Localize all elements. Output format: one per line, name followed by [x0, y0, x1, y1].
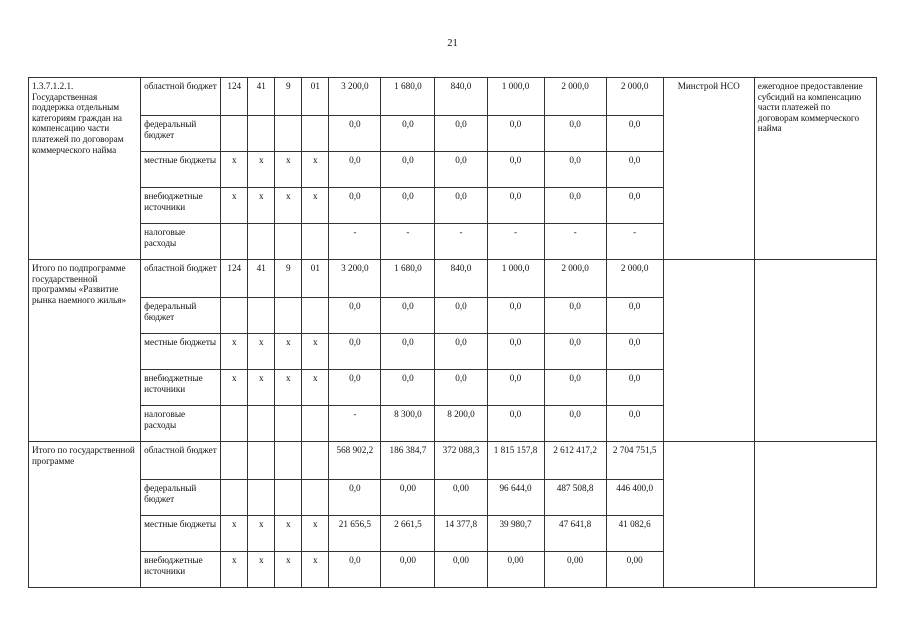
code-gp-cell — [221, 480, 248, 516]
year-value-cell: 0,0 — [381, 370, 435, 406]
year-value-cell: 0,0 — [606, 152, 663, 188]
code-action-cell: х — [302, 334, 329, 370]
code-measure-cell — [275, 298, 302, 334]
code-gp-cell: х — [221, 152, 248, 188]
year-value-cell: 0,00 — [381, 480, 435, 516]
year-value-cell: 0,0 — [544, 188, 606, 224]
year-value-cell: 1 680,0 — [381, 78, 435, 116]
page-number: 21 — [447, 38, 458, 49]
funding-source-cell: местные бюджеты — [141, 516, 221, 552]
year-value-cell: 0,0 — [381, 152, 435, 188]
year-value-cell: 0,0 — [329, 334, 381, 370]
code-gp-cell: х — [221, 188, 248, 224]
code-subprogram-cell — [248, 442, 275, 480]
year-value-cell: 0,0 — [606, 116, 663, 152]
code-subprogram-cell — [248, 116, 275, 152]
code-action-cell — [302, 116, 329, 152]
year-value-cell: 47 641,8 — [544, 516, 606, 552]
year-value-cell: 568 902,2 — [329, 442, 381, 480]
code-action-cell: х — [302, 516, 329, 552]
code-gp-cell: 124 — [221, 260, 248, 298]
year-value-cell: - — [381, 224, 435, 260]
code-action-cell — [302, 480, 329, 516]
year-value-cell: 0,0 — [329, 116, 381, 152]
funding-source-cell: внебюджетные источники — [141, 552, 221, 588]
code-action-cell — [302, 298, 329, 334]
year-value-cell: - — [329, 406, 381, 442]
year-value-cell: 39 980,7 — [487, 516, 544, 552]
year-value-cell: 0,0 — [606, 406, 663, 442]
code-measure-cell — [275, 406, 302, 442]
year-value-cell: 840,0 — [435, 260, 487, 298]
year-value-cell: 21 656,5 — [329, 516, 381, 552]
code-action-cell: х — [302, 370, 329, 406]
code-gp-cell — [221, 298, 248, 334]
table-row — [29, 260, 877, 298]
code-subprogram-cell: 41 — [248, 260, 275, 298]
code-measure-cell — [275, 224, 302, 260]
year-value-cell: 446 400,0 — [606, 480, 663, 516]
funding-source-cell: федеральный бюджет — [141, 298, 221, 334]
executor-cell — [663, 442, 754, 588]
year-value-cell: 0,0 — [329, 152, 381, 188]
expected-result-cell — [754, 260, 876, 442]
funding-source-cell: областной бюджет — [141, 260, 221, 298]
code-gp-cell: х — [221, 552, 248, 588]
table-row — [29, 78, 877, 116]
year-value-cell: 0,0 — [487, 334, 544, 370]
year-value-cell: 8 200,0 — [435, 406, 487, 442]
year-value-cell: 0,0 — [487, 406, 544, 442]
year-value-cell: 0,0 — [544, 334, 606, 370]
year-value-cell: 0,0 — [606, 334, 663, 370]
year-value-cell: 0,0 — [487, 298, 544, 334]
year-value-cell: 41 082,6 — [606, 516, 663, 552]
code-action-cell — [302, 224, 329, 260]
year-value-cell: 0,00 — [544, 552, 606, 588]
code-measure-cell: х — [275, 334, 302, 370]
year-value-cell: 186 384,7 — [381, 442, 435, 480]
year-value-cell: 372 088,3 — [435, 442, 487, 480]
year-value-cell: - — [329, 224, 381, 260]
code-action-cell: 01 — [302, 78, 329, 116]
code-subprogram-cell — [248, 224, 275, 260]
code-measure-cell: х — [275, 152, 302, 188]
code-measure-cell: 9 — [275, 260, 302, 298]
code-gp-cell — [221, 224, 248, 260]
year-value-cell: 0,0 — [381, 334, 435, 370]
funding-source-cell: областной бюджет — [141, 78, 221, 116]
year-value-cell: 2 000,0 — [544, 260, 606, 298]
code-gp-cell: х — [221, 334, 248, 370]
year-value-cell: 0,0 — [435, 116, 487, 152]
year-value-cell: 96 644,0 — [487, 480, 544, 516]
funding-source-cell: налоговые расходы — [141, 224, 221, 260]
year-value-cell: 3 200,0 — [329, 78, 381, 116]
year-value-cell: 840,0 — [435, 78, 487, 116]
code-gp-cell: х — [221, 516, 248, 552]
year-value-cell: 8 300,0 — [381, 406, 435, 442]
year-value-cell: 0,0 — [487, 116, 544, 152]
code-subprogram-cell: 41 — [248, 78, 275, 116]
code-measure-cell: х — [275, 552, 302, 588]
year-value-cell: - — [487, 224, 544, 260]
year-value-cell: 0,0 — [329, 298, 381, 334]
budget-table — [28, 77, 877, 588]
year-value-cell: 0,0 — [544, 370, 606, 406]
year-value-cell: 0,0 — [329, 552, 381, 588]
year-value-cell: 0,00 — [435, 480, 487, 516]
code-subprogram-cell: х — [248, 334, 275, 370]
year-value-cell: 0,0 — [329, 370, 381, 406]
year-value-cell: 2 000,0 — [606, 78, 663, 116]
code-subprogram-cell — [248, 480, 275, 516]
code-measure-cell — [275, 116, 302, 152]
funding-source-cell: внебюджетные источники — [141, 188, 221, 224]
code-action-cell — [302, 406, 329, 442]
year-value-cell: 3 200,0 — [329, 260, 381, 298]
year-value-cell: 0,00 — [487, 552, 544, 588]
year-value-cell: 2 661,5 — [381, 516, 435, 552]
year-value-cell: 0,0 — [487, 152, 544, 188]
year-value-cell: 0,00 — [435, 552, 487, 588]
year-value-cell: 1 000,0 — [487, 78, 544, 116]
year-value-cell: 0,0 — [487, 188, 544, 224]
code-action-cell: х — [302, 552, 329, 588]
code-measure-cell: х — [275, 516, 302, 552]
year-value-cell: 0,0 — [435, 152, 487, 188]
year-value-cell: 487 508,8 — [544, 480, 606, 516]
funding-source-cell: областной бюджет — [141, 442, 221, 480]
year-value-cell: - — [606, 224, 663, 260]
code-action-cell: х — [302, 188, 329, 224]
code-gp-cell: х — [221, 370, 248, 406]
year-value-cell: 2 704 751,5 — [606, 442, 663, 480]
measure-name-cell: Итого по подпрограмме государственной программы «Развитие рынка наемного жилья» — [29, 260, 141, 442]
code-gp-cell — [221, 116, 248, 152]
code-measure-cell — [275, 442, 302, 480]
year-value-cell: 0,0 — [435, 188, 487, 224]
code-subprogram-cell: х — [248, 516, 275, 552]
code-action-cell: х — [302, 152, 329, 188]
year-value-cell: 14 377,8 — [435, 516, 487, 552]
year-value-cell: 0,0 — [544, 298, 606, 334]
code-action-cell: 01 — [302, 260, 329, 298]
code-subprogram-cell: х — [248, 152, 275, 188]
year-value-cell: 0,0 — [381, 116, 435, 152]
executor-cell: Минстрой НСО — [663, 78, 754, 260]
year-value-cell: 0,0 — [381, 188, 435, 224]
year-value-cell: 0,00 — [606, 552, 663, 588]
year-value-cell: 0,0 — [381, 298, 435, 334]
year-value-cell: 0,0 — [435, 334, 487, 370]
year-value-cell: 0,0 — [329, 188, 381, 224]
year-value-cell: 0,0 — [544, 152, 606, 188]
year-value-cell: 0,0 — [435, 370, 487, 406]
year-value-cell: - — [544, 224, 606, 260]
year-value-cell: 1 680,0 — [381, 260, 435, 298]
code-action-cell — [302, 442, 329, 480]
expected-result-cell: ежегодное предоставление субсидий на компенсацию части платежей по договорам коммерческого найма — [754, 78, 876, 260]
expected-result-cell — [754, 442, 876, 588]
table-row — [29, 442, 877, 480]
code-subprogram-cell — [248, 406, 275, 442]
year-value-cell: 0,0 — [544, 116, 606, 152]
funding-source-cell: внебюджетные источники — [141, 370, 221, 406]
year-value-cell: 0,0 — [606, 370, 663, 406]
code-measure-cell — [275, 480, 302, 516]
year-value-cell: - — [435, 224, 487, 260]
year-value-cell: 2 000,0 — [606, 260, 663, 298]
year-value-cell: 0,0 — [544, 406, 606, 442]
measure-name-cell: 1.3.7.1.2.1. Государственная поддержка отдельным категориям граждан на компенсацию части платежей по договорам коммерческого найма — [29, 78, 141, 260]
executor-cell — [663, 260, 754, 442]
code-subprogram-cell: х — [248, 370, 275, 406]
funding-source-cell: местные бюджеты — [141, 334, 221, 370]
code-measure-cell: 9 — [275, 78, 302, 116]
year-value-cell: 0,0 — [487, 370, 544, 406]
code-subprogram-cell: х — [248, 188, 275, 224]
measure-name-cell: Итого по государственной программе — [29, 442, 141, 588]
year-value-cell: 1 815 157,8 — [487, 442, 544, 480]
code-gp-cell: 124 — [221, 78, 248, 116]
code-subprogram-cell — [248, 298, 275, 334]
funding-source-cell: налоговые расходы — [141, 406, 221, 442]
year-value-cell: 0,0 — [606, 298, 663, 334]
year-value-cell: 1 000,0 — [487, 260, 544, 298]
year-value-cell: 2 612 417,2 — [544, 442, 606, 480]
code-measure-cell: х — [275, 370, 302, 406]
funding-source-cell: местные бюджеты — [141, 152, 221, 188]
year-value-cell: 0,00 — [381, 552, 435, 588]
year-value-cell: 0,0 — [435, 298, 487, 334]
code-gp-cell — [221, 442, 248, 480]
funding-source-cell: федеральный бюджет — [141, 480, 221, 516]
code-subprogram-cell: х — [248, 552, 275, 588]
code-gp-cell — [221, 406, 248, 442]
year-value-cell: 0,0 — [606, 188, 663, 224]
year-value-cell: 2 000,0 — [544, 78, 606, 116]
code-measure-cell: х — [275, 188, 302, 224]
funding-source-cell: федеральный бюджет — [141, 116, 221, 152]
year-value-cell: 0,0 — [329, 480, 381, 516]
